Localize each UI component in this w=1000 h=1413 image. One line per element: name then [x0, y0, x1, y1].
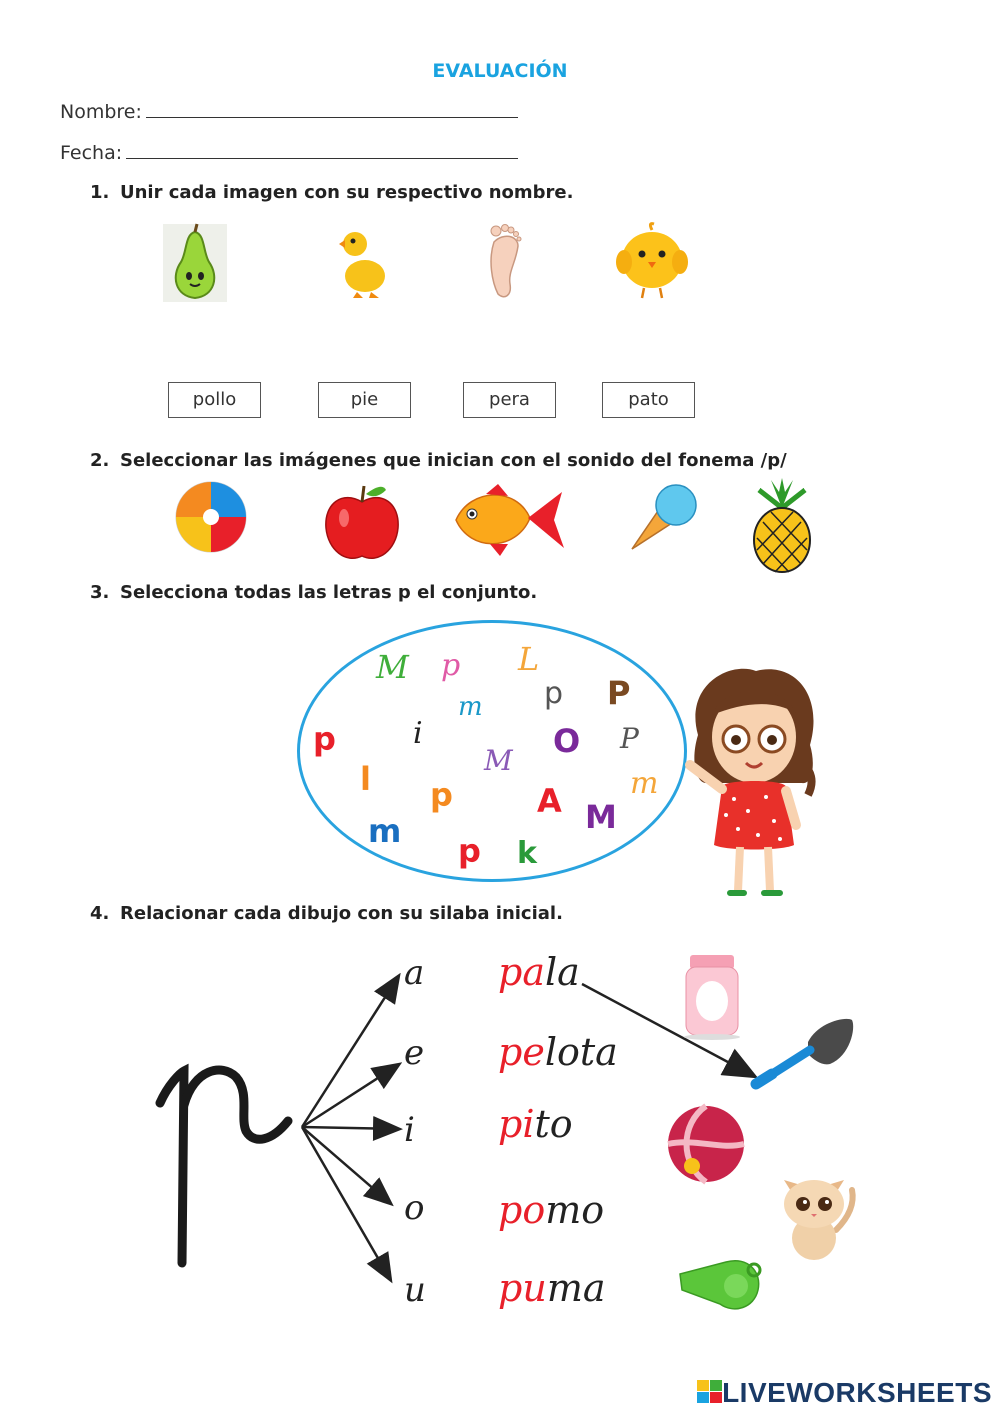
vowel-o: o [404, 1188, 425, 1228]
syllable-start: pe [498, 1030, 545, 1074]
liveworksheets-logo-icon [697, 1380, 723, 1404]
syllable-rest: la [544, 950, 580, 994]
duck-icon[interactable] [333, 224, 389, 300]
question-number: 3. [90, 582, 110, 603]
word-box-pollo[interactable]: pollo [168, 382, 261, 418]
question-1 [90, 182, 573, 203]
ball-icon[interactable] [666, 1104, 746, 1184]
name-label: Nombre: [60, 101, 142, 123]
letter-item[interactable]: m [368, 812, 402, 850]
page-title: EVALUACIÓN [432, 60, 568, 82]
shovel-icon[interactable] [752, 1016, 856, 1088]
letter-item[interactable]: i [413, 716, 423, 751]
syllable-rest: ma [546, 1266, 606, 1310]
syllable-start: pi [498, 1102, 535, 1146]
question-4 [90, 903, 563, 924]
syllable-word-puma[interactable] [498, 1266, 606, 1310]
jar-icon[interactable] [682, 955, 742, 1039]
pear-icon[interactable] [163, 224, 227, 302]
vowel-a: a [404, 953, 425, 993]
date-label: Fecha: [60, 142, 123, 164]
letter-item[interactable]: P [620, 722, 639, 755]
cat-icon[interactable] [776, 1170, 860, 1262]
question-text: Seleccionar las imágenes que inician con el sonido del fonema /p/ [120, 450, 787, 471]
date-field[interactable] [60, 142, 518, 164]
question-3 [90, 582, 537, 603]
girl-illustration [682, 665, 828, 901]
syllable-rest: to [534, 1102, 573, 1146]
question-number: 1. [90, 182, 110, 203]
vowel-u: u [404, 1270, 426, 1310]
word-box-pato[interactable]: pato [602, 382, 695, 418]
name-line[interactable] [146, 103, 518, 118]
word-box-pie[interactable]: pie [318, 382, 411, 418]
letter-item[interactable]: k [517, 836, 537, 871]
big-letter-p [160, 1070, 288, 1263]
letter-item[interactable]: p [544, 676, 564, 711]
syllable-rest: lota [544, 1030, 618, 1074]
letter-item[interactable]: M [376, 648, 409, 686]
letter-item[interactable]: p [313, 720, 336, 758]
question-number: 4. [90, 903, 110, 924]
letter-item[interactable]: l [360, 760, 371, 798]
question-text: Unir cada imagen con su respectivo nombre. [120, 182, 574, 203]
syllable-word-pala[interactable] [498, 950, 580, 994]
pineapple-icon[interactable] [749, 478, 815, 574]
question-text: Relacionar cada dibujo con su silaba inicial. [120, 903, 563, 924]
letter-item[interactable]: p [441, 648, 461, 683]
apple-icon[interactable] [322, 480, 402, 564]
syllable-start: pa [498, 950, 545, 994]
name-field[interactable] [60, 101, 518, 123]
syllable-word-pito[interactable] [498, 1102, 573, 1146]
question-number: 2. [90, 450, 110, 471]
brand-name[interactable]: LIVEWORKSHEETS [722, 1377, 992, 1408]
letter-item[interactable]: m [630, 766, 659, 801]
question-2 [90, 450, 787, 471]
ice-cream-icon[interactable] [628, 483, 700, 553]
foot-icon[interactable] [484, 222, 526, 300]
fish-icon[interactable] [450, 482, 566, 558]
letter-item[interactable]: M [484, 744, 513, 777]
letter-item[interactable]: P [607, 674, 631, 712]
letter-item[interactable]: p [430, 776, 453, 814]
word-box-pera[interactable]: pera [463, 382, 556, 418]
date-line[interactable] [126, 144, 518, 159]
question-text: Selecciona todas las letras p el conjunto. [120, 582, 538, 603]
vowel-i: i [404, 1110, 415, 1150]
letter-item[interactable]: M [585, 798, 617, 836]
syllable-word-pomo[interactable] [498, 1188, 604, 1232]
syllable-start: pu [498, 1266, 547, 1310]
syllable-rest: mo [545, 1188, 605, 1232]
letter-item[interactable]: p [458, 832, 481, 870]
letter-item[interactable]: O [553, 722, 581, 760]
beach-ball-icon[interactable] [172, 480, 250, 554]
whistle-icon[interactable] [674, 1256, 764, 1314]
letter-item[interactable]: m [458, 692, 483, 722]
letter-item[interactable]: A [537, 782, 562, 820]
vowel-e: e [404, 1033, 425, 1073]
chick-icon[interactable] [616, 222, 688, 300]
letter-item[interactable]: L [518, 640, 540, 678]
syllable-start: po [498, 1188, 546, 1232]
